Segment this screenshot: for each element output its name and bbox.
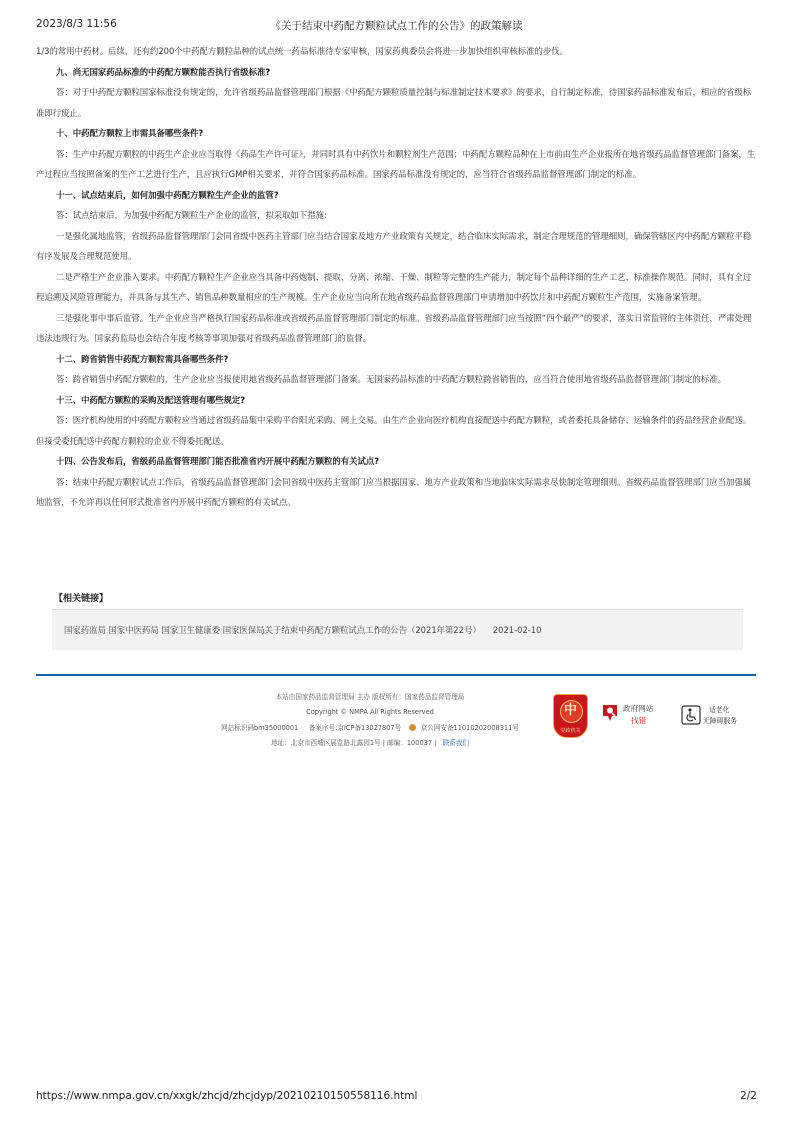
paragraph-lead-continuation: 1/3的常用中药材。后续，还有约200个中药配方颗粒品种的试点统一药品标准待专家审核，国家药典委员会将进一步加快组织审核标准的步伐。 (36, 46, 568, 56)
footer-icp[interactable]: 备案序号:京ICP备13027807号 (308, 723, 402, 732)
error-report-line1: 政府网站 (623, 704, 654, 713)
error-report-icon (600, 702, 620, 724)
question-12: 十二、跨省销售中药配方颗粒需具备哪些条件? (56, 353, 229, 364)
question-11: 十一、试点结束后，如何加强中药配方颗粒生产企业的监管? (56, 189, 279, 200)
gov-site-error-report[interactable] (600, 700, 670, 728)
contact-us-link[interactable]: 联系我们 (442, 739, 470, 748)
related-link-text[interactable]: 国家药监局 国家中医药局 国家卫生健康委 国家医保局关于结束中药配方颗粒试点工作的公告（2021年第22号） (64, 625, 481, 635)
answer-11-item-3: 三是强化事中事后监管。生产企业应当严格执行国家药品标准或省级药品监督管理部门制定的标准。省级药品监督管理部门应当按照“四个最严”的要求，落实日常监管的主体责任，严肃处理违法违规行为。国家药监局也会结合年度考核等事项加强对省级药品监督管理部门的监督。 (36, 312, 752, 343)
print-header (36, 18, 757, 34)
footer-copyright: Copyright © NMPA All Rights Reserved (306, 708, 434, 717)
badge-label: 党政机关 (560, 728, 581, 734)
party-government-badge[interactable] (553, 694, 588, 738)
footer-address: 地址：北京市西城区展览路北露园1号 | 邮编：100037 | (270, 739, 437, 748)
print-page-title: 《关于结束中药配方颗粒试点工作的公告》的政策解读 (270, 20, 523, 32)
print-page-number: 2/2 (740, 1090, 757, 1102)
related-links-heading: 【相关链接】 (54, 594, 109, 604)
answer-13: 答：医疗机构使用的中药配方颗粒应当通过省级药品集中采购平台阳光采购、网上交易。由生产企业向医疗机构直接配送中药配方颗粒，或者委托具备储存、运输条件的药品经营企业配送。但接受委托配送中药配方颗粒的企业不得委托配送。 (36, 415, 752, 446)
print-footer (36, 1090, 757, 1104)
related-link-date: 2021-02-10 (492, 625, 542, 635)
answer-11-intro: 答：试点结束后，为加强中药配方颗粒生产企业的监管，拟采取如下措施: (56, 210, 327, 220)
article-body (36, 41, 758, 513)
police-badge-icon (409, 724, 416, 731)
footer-sponsor: 本站由国家药品监督管理局 主办 版权所有：国家药品监督管理局 (275, 693, 465, 701)
answer-12: 答：跨省销售中药配方颗粒的，生产企业应当报使用地省级药品监督管理部门备案。无国家药品标准的中药配方颗粒跨省销售的，应当符合使用地省级药品监督管理部门制定的标准。 (56, 374, 726, 384)
accessibility-line2: 无障碍服务 (703, 717, 737, 725)
answer-9: 答：对于中药配方颗粒国家标准没有规定的，允许省级药品监督管理部门根据《中药配方颗粒质量控制与标准制定技术要求》的要求，自行制定标准，待国家药品标准发布后，相应的省级标准即行废止。 (36, 87, 752, 118)
question-14: 十四、公告发布后，省级药品监督管理部门能否批准省内开展中药配方颗粒的有关试点? (56, 456, 380, 466)
related-link-item[interactable] (52, 610, 743, 650)
footer-site-id: 网站标识码bm35000001 (221, 723, 299, 732)
answer-11-item-1: 一是强化属地监管，省级药品监督管理部门会同省级中医药主管部门应当结合国家及地方产业政策有关规定，结合临床实际需求，制定合理规范的管理细则，确保管辖区内中药配方颗粒平稳有序发展及合理规范使用。 (36, 230, 752, 261)
answer-14: 答：结束中药配方颗粒试点工作后，省级药品监督管理部门会同省级中医药主管部门应当根据国家、地方产业政策和当地临床实际需求尽快制定管理细则。省级药品监督管理部门应当加强属地监管，不允许再以任何形式批准省内开展中药配方颗粒的有关试点。 (36, 476, 752, 507)
question-13: 十三、中药配方颗粒的采购及配送管理有哪些规定? (56, 394, 246, 405)
print-datetime: 2023/8/3 11:56 (36, 18, 117, 30)
badge-emblem-mark-icon: 中 (563, 703, 577, 718)
question-9: 九、尚无国家药品标准的中药配方颗粒能否执行省级标准? (56, 66, 271, 77)
error-report-line2: 找错 (631, 716, 647, 725)
answer-11-item-2: 二是严格生产企业准入要求。中药配方颗粒生产企业应当具备中药炮制、提取、分离、浓缩、干燥、制粒等完整的生产能力，制定每个品种详细的生产工艺、标准操作规范。同时，具有全过程追溯及风险管理能力，并具备与其生产、销售品种数量相应的生产规模。生产企业应当向所在地省级药品监督管理部门申请增加中药饮片和中药配方颗粒生产范围，实施备案管理。 (36, 271, 752, 302)
question-10: 十、中药配方颗粒上市需具备哪些条件? (56, 128, 204, 138)
print-url: https://www.nmpa.gov.cn/xxgk/zhcjd/zhcjdyp/20210210150558116.html (36, 1090, 418, 1102)
accessibility-line1: 适老化 (709, 706, 730, 714)
footer-divider (36, 674, 756, 676)
accessibility-service[interactable] (681, 702, 761, 730)
related-links-section (52, 591, 743, 650)
footer-registration (200, 721, 540, 736)
footer-address-row (200, 736, 540, 751)
site-footer-info (200, 690, 540, 752)
related-links-header (52, 591, 743, 610)
footer-police[interactable]: 京公网安备11010202008311号 (420, 723, 519, 732)
answer-10: 答：生产中药配方颗粒的中药生产企业应当取得《药品生产许可证》，并同时具有中药饮片和颗粒剂生产范围；中药配方颗粒品种在上市前由生产企业报所在地省级药品监督管理部门备案，生产过程应当按照备案的生产工艺进行生产，且应执行GMP相关要求，并符合国家药品标准。国家药品标准没有规定的，应当符合省级药品监督管理部门制定的标准。 (36, 148, 756, 179)
wheelchair-icon (681, 704, 701, 726)
